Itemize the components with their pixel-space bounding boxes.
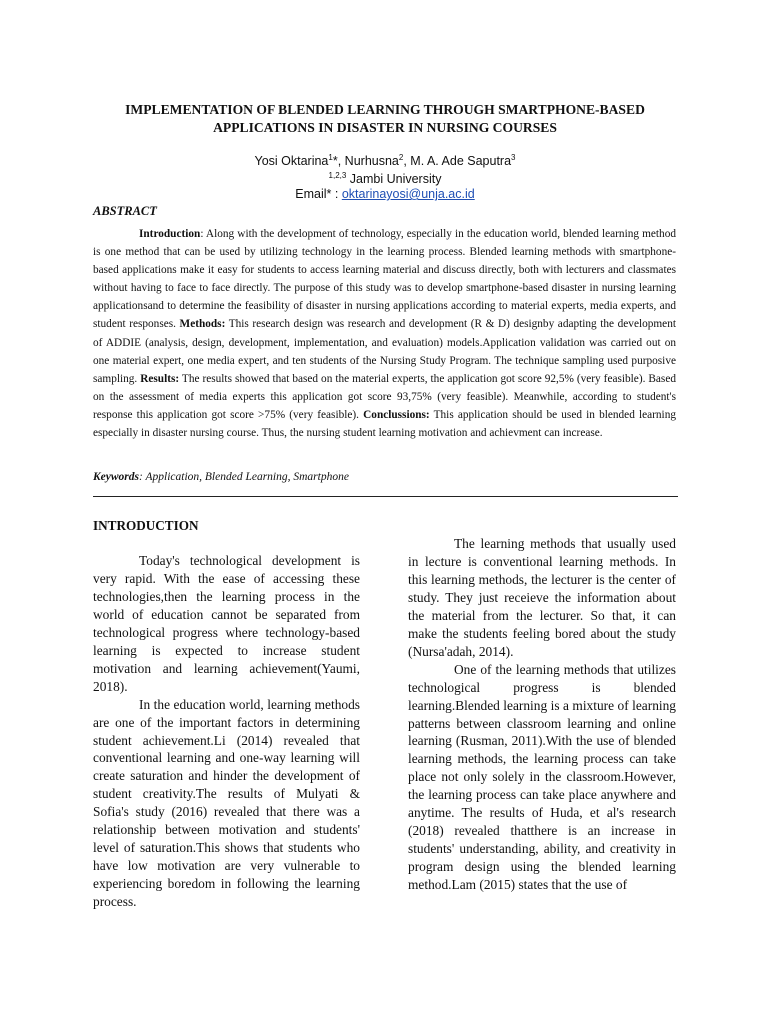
- abstract-conclusions-label: Conclussions:: [363, 408, 430, 421]
- author-name: Yosi Oktarina: [254, 154, 329, 169]
- keywords-label: Keywords: [93, 471, 139, 483]
- author-affiliation-mark: 3: [511, 153, 516, 162]
- body-paragraph: Today's technological development is very rapid. With the ease of accessing these technologies,then the learning process in the world of education cannot be separated from technological progress where technology-based learning is expected to increase student motivation and learning achievement(Yaumi, 2018).: [93, 553, 360, 694]
- body-paragraph: The learning methods that usually used in lecture is conventional learning methods. In this learning methods, the lecturer is the center of study. They just receieve the information about the material from the lecturer. So that, it can make the students feeling bored about the study (Nursa'adah, 2014).: [408, 536, 676, 659]
- keywords-text: : Application, Blended Learning, Smartphone: [139, 471, 349, 483]
- author-name: M. A. Ade Saputra: [410, 154, 512, 169]
- affiliation-mark: 1,2,3: [328, 171, 347, 180]
- introduction-heading: INTRODUCTION: [93, 518, 199, 533]
- abstract-methods-label: Methods:: [179, 318, 226, 331]
- abstract-results-label: Results:: [140, 372, 180, 385]
- author-separator: ,: [403, 154, 411, 169]
- abstract-body: [93, 225, 676, 442]
- email-line: [90, 185, 680, 203]
- abstract-conclusions-text: This application should be used in blended learning especially in disaster nursing course. Thus, the nursing student learning motivation and achievment can increase.: [93, 408, 676, 440]
- left-column: [93, 552, 360, 911]
- email-label: Email* :: [295, 187, 342, 201]
- section-divider: [93, 496, 678, 497]
- body-paragraph: One of the learning methods that utilizes technological progress is blended learning.Blended learning is a mixture of learning patterns between classroom learning and online learning (Rusman, 2011).With the use of blended learning methods, the learning process can take place not only solely in the classroom.However, the learning process can take place anywhere and anytime. The results of Huda, et al's research (2018) revealed thatthere is an increase in students' understanding, ability, and creativity in program design using the blended learning method.Lam (2015) states that the use of: [408, 661, 676, 893]
- abstract-results-text: The results showed that based on the material experts, the application got score 92,5% (very feasible). Based on the assessment of media experts this application got score 93,75% (very feasible). Meanwhile, according to student's response this application got score >75% (very feasible).: [93, 372, 676, 421]
- abstract-intro-label: Introduction: [139, 228, 201, 240]
- abstract-intro-text: : Along with the development of technology, especially in the education world, blended learning method is one method that can be used by utilizing technology in the learning process. Blended learning methods with smartphone-based applications make it easy for students to access learning material and discuss directly, both with lecturers and classmates without having to face to face directly. The purpose of this study was to develop smartphone-based disaster in nursing learning applicationsand to determine the feasibility of disaster in nursing applications according to material experts, media experts, and student responses.: [93, 228, 676, 331]
- keywords: [93, 469, 676, 485]
- author-name: Nurhusna: [344, 154, 399, 169]
- body-paragraph: In the education world, learning methods are one of the important factors in determining student achievement.Li (2014) revealed that conventional learning and one-way learning will create saturation and hinder the development of student creativity.The results of Mulyati & Sofia's study (2016) revealed that there was a relationship between motivation and students' level of saturation.This shows that students who have low motivation are very vulnerable to experiencing boredom in following the learning process.: [93, 696, 360, 910]
- author-affiliation-mark: 2: [398, 153, 404, 162]
- corresponding-author-mark: *: [332, 154, 338, 169]
- author-affiliation-mark: 1: [328, 153, 333, 162]
- right-column: [408, 535, 676, 894]
- author-separator: ,: [337, 154, 345, 169]
- abstract-heading: ABSTRACT: [93, 204, 157, 218]
- email-link[interactable]: oktarinayosi@unja.ac.id: [341, 187, 475, 201]
- affiliation-name: Jambi University: [346, 172, 442, 187]
- paper-title: IMPLEMENTATION OF BLENDED LEARNING THROUGH SMARTPHONE-BASED APPLICATIONS IN DISASTER IN NURSING COURSES: [125, 102, 645, 135]
- abstract-methods-text: This research design was research and development (R & D) designby adapting the development of ADDIE (analysis, design, development, implementation, and evaluation) models.Application validation was carried out on one material expert, one media expert, and ten students of the Nursing Study Program. The technique sampling used purposive sampling.: [93, 318, 676, 385]
